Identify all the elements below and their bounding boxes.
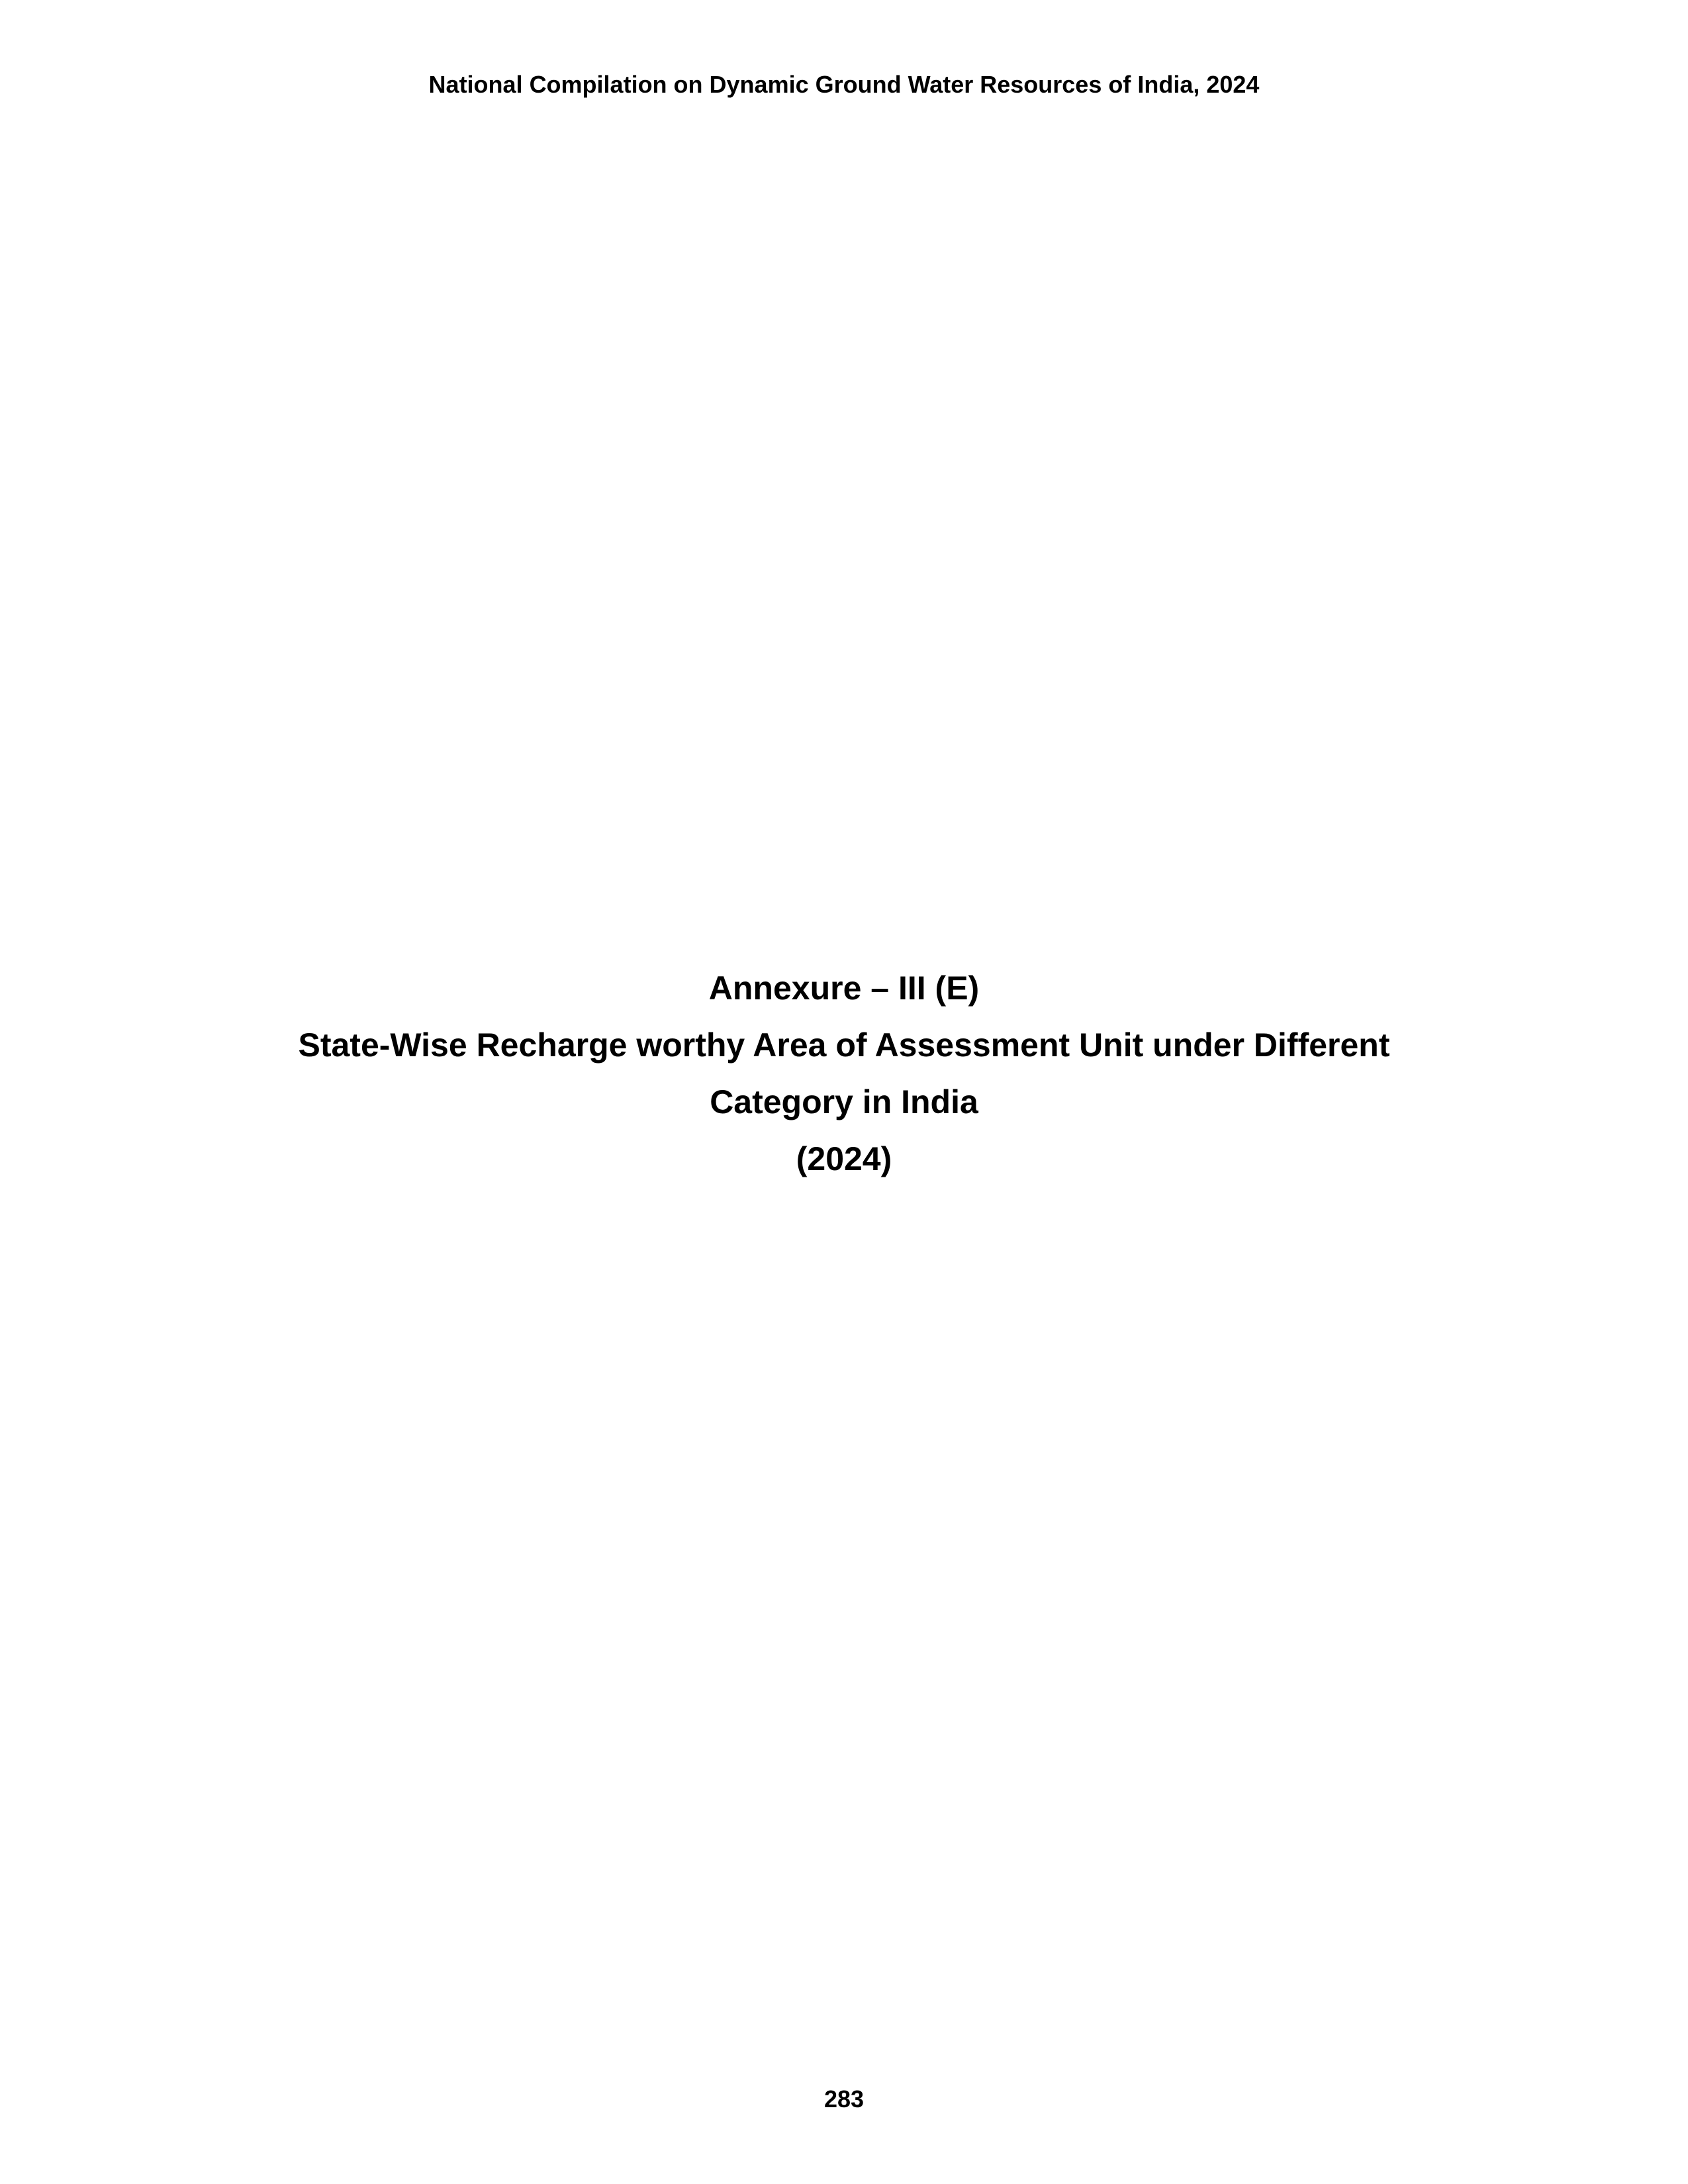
title-year: (2024) [796, 1140, 892, 1177]
title-line-1: State-Wise Recharge worthy Area of Assessment Unit under Different [298, 1026, 1390, 1064]
page-number: 283 [823, 2085, 865, 2113]
title-line-2: Category in India [710, 1083, 978, 1120]
annexure-label: Annexure – III (E) [708, 970, 980, 1007]
title-block [0, 960, 1688, 1187]
running-header: National Compilation on Dynamic Ground Water Resources of India, 2024 [428, 71, 1260, 98]
